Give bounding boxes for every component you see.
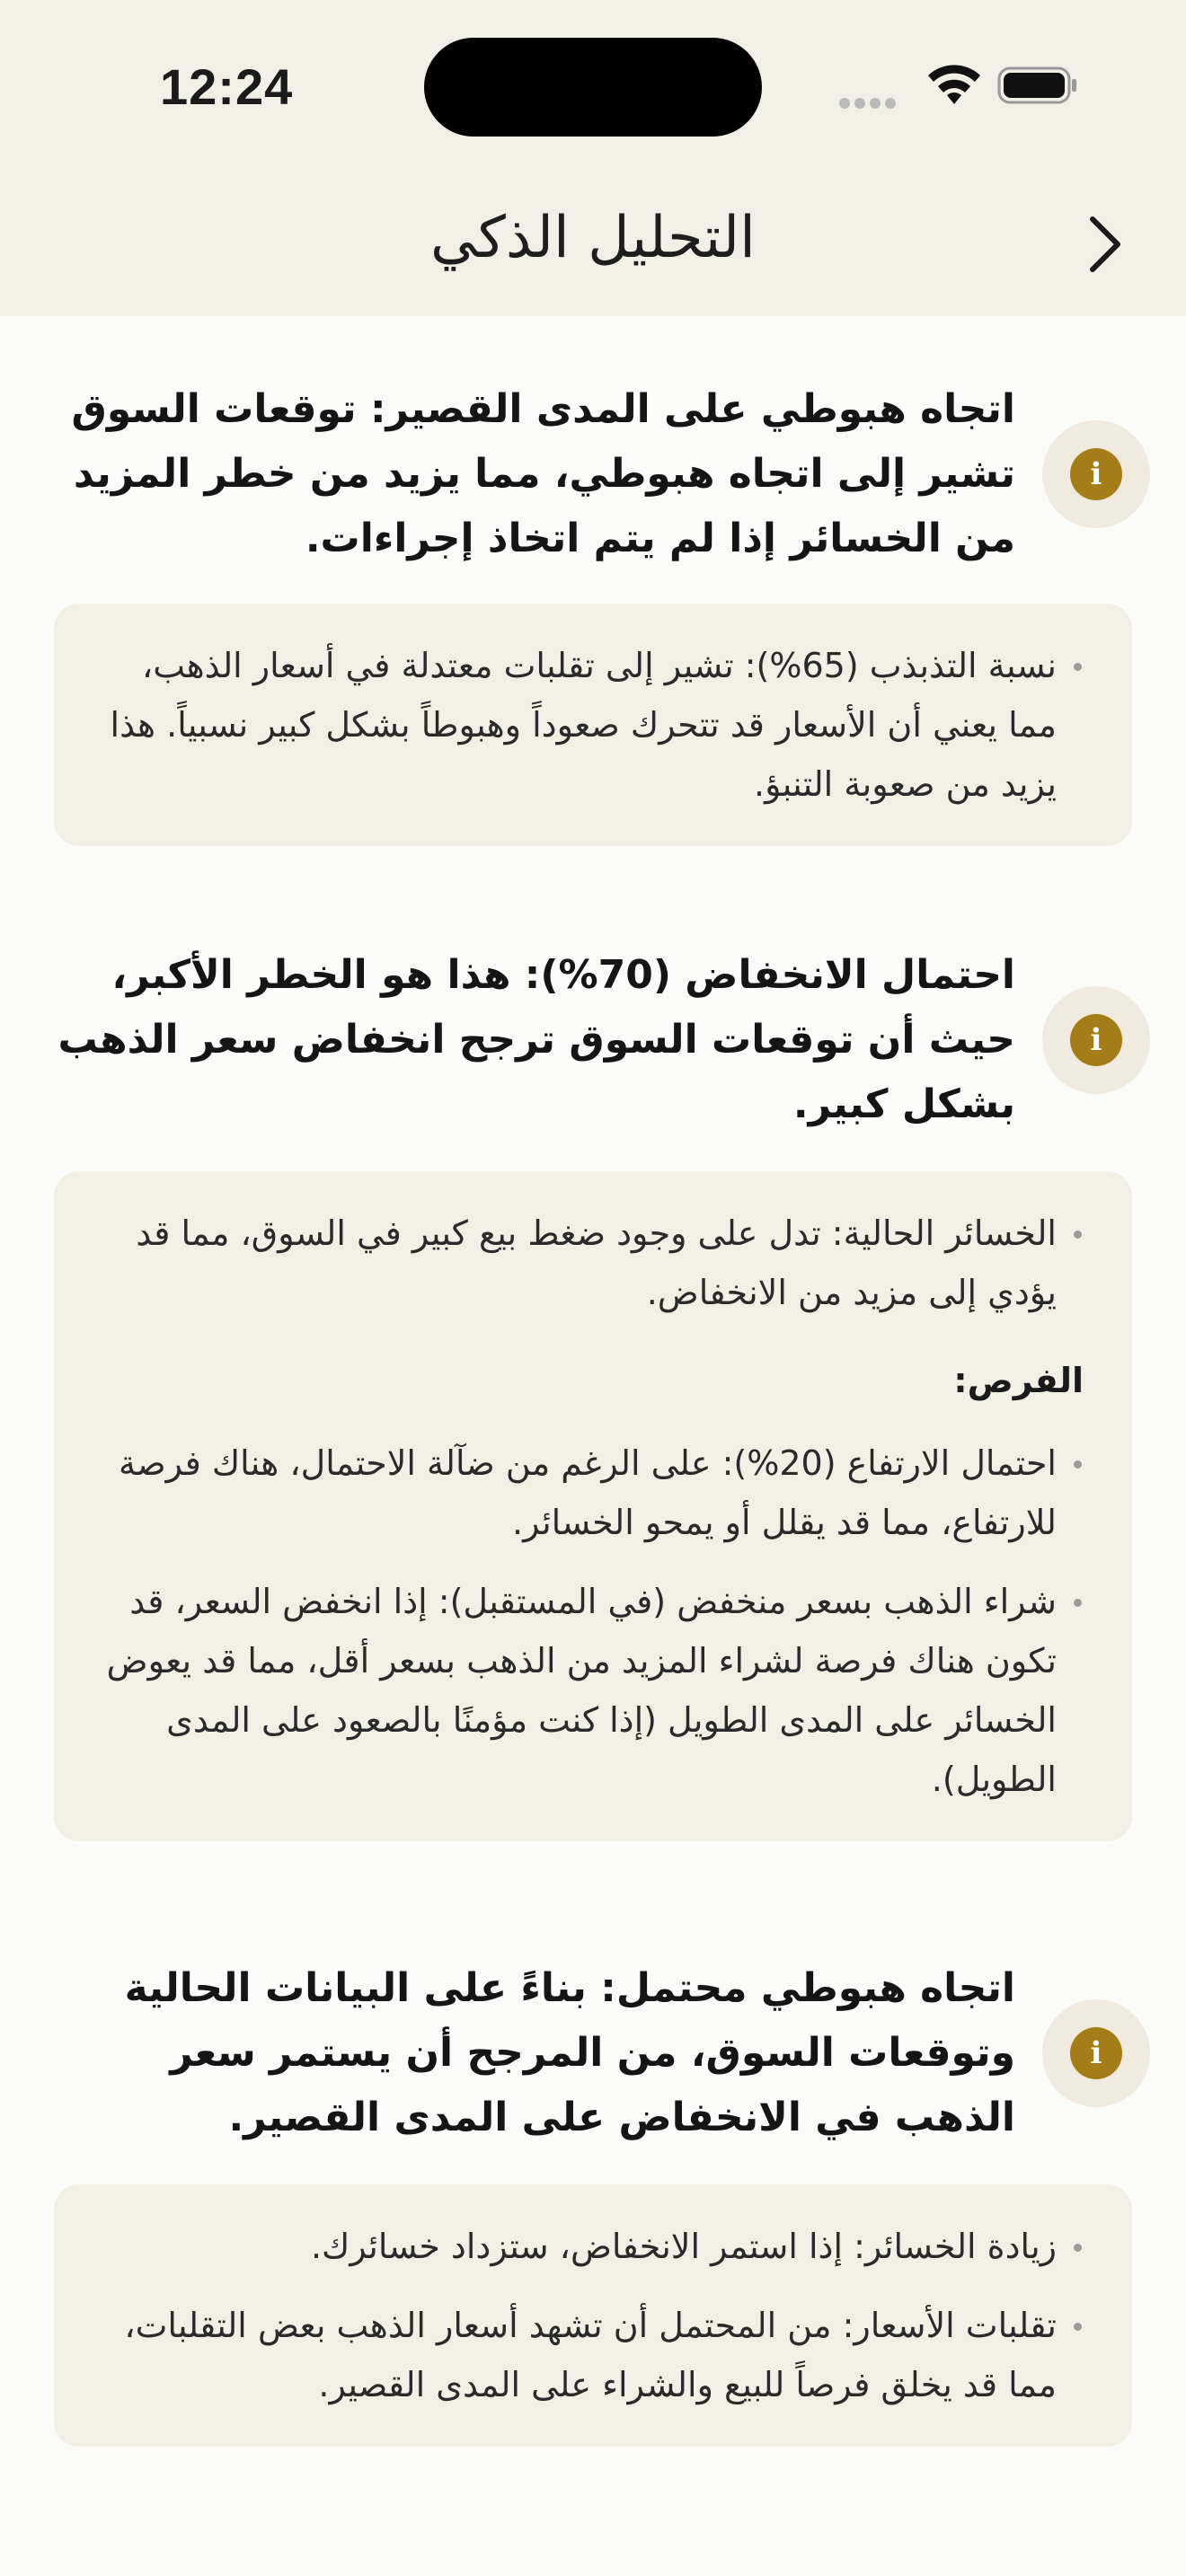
info-badge (1042, 420, 1150, 528)
back-button[interactable] (1078, 208, 1132, 280)
app-header (0, 0, 1186, 316)
page-title: التحليل الذكي (430, 205, 756, 271)
battery-icon (997, 66, 1078, 104)
dynamic-island (424, 38, 762, 137)
insight-title: اتجاه هبوطي على المدى القصير: توقعات السوق تشير إلى اتجاه هبوطي، مما يزيد من خطر المزيد من الخسائر إذا لم يتم اتخاذ إجراءات. (71, 386, 1015, 561)
insight-item (36, 943, 1150, 1137)
info-icon: i (1070, 2027, 1122, 2079)
status-icons (839, 63, 1082, 108)
insight-card (54, 604, 1132, 846)
list-item: نسبة التذبذب (65%): تشير إلى تقلبات معتدلة في أسعار الذهب، مما يعني أن الأسعار قد تتحرك صعوداً وهبوطاً بشكل كبير نسبياً. هذا يزيد من صعوبة التنبؤ. (90, 636, 1084, 814)
info-badge (1042, 1999, 1150, 2107)
insight-card (54, 2184, 1132, 2447)
list-item: تقلبات الأسعار: من المحتمل أن تشهد أسعار الذهب بعض التقلبات، مما قد يخلق فرصاً للبيع والشراء على المدى القصير. (90, 2296, 1084, 2414)
wifi-icon (925, 63, 983, 108)
status-time: 12:24 (160, 58, 294, 115)
list-item: شراء الذهب بسعر منخفض (في المستقبل): إذا انخفض السعر، قد تكون هناك فرصة لشراء المزيد من الذهب بسعر أقل، مما قد يعوض الخسائر على المدى الطويل (إذا كنت مؤمنًا بالصعود على المدى الطويل). (90, 1572, 1084, 1809)
section-heading: الفرص: (953, 1361, 1084, 1400)
insight-title: احتمال الانخفاض (70%): هذا هو الخطر الأكبر، حيث أن توقعات السوق ترجح انخفاض سعر الذهب بشكل كبير. (58, 952, 1015, 1127)
list-item: زيادة الخسائر: إذا استمر الانخفاض، ستزداد خسائرك. (90, 2217, 1084, 2276)
insight-item (36, 377, 1150, 571)
insight-card (54, 1171, 1132, 1841)
info-icon: i (1070, 448, 1122, 500)
list-item: الخسائر الحالية: تدل على وجود ضغط بيع كبير في السوق، مما قد يؤدي إلى مزيد من الانخفاض. (90, 1204, 1084, 1322)
insight-title: اتجاه هبوطي محتمل: بناءً على البيانات الحالية وتوقعات السوق، من المرجح أن يستمر سعر الذهب في الانخفاض على المدى القصير. (124, 1965, 1015, 2140)
signal-dots-icon (839, 95, 900, 112)
info-badge (1042, 986, 1150, 1094)
chevron-right-icon (1087, 216, 1123, 273)
list-item: احتمال الارتفاع (20%): على الرغم من ضآلة الاحتمال، هناك فرصة للارتفاع، مما قد يقلل أو يمحو الخسائر. (90, 1434, 1084, 1552)
info-icon: i (1070, 1014, 1122, 1066)
insight-item (36, 1956, 1150, 2150)
